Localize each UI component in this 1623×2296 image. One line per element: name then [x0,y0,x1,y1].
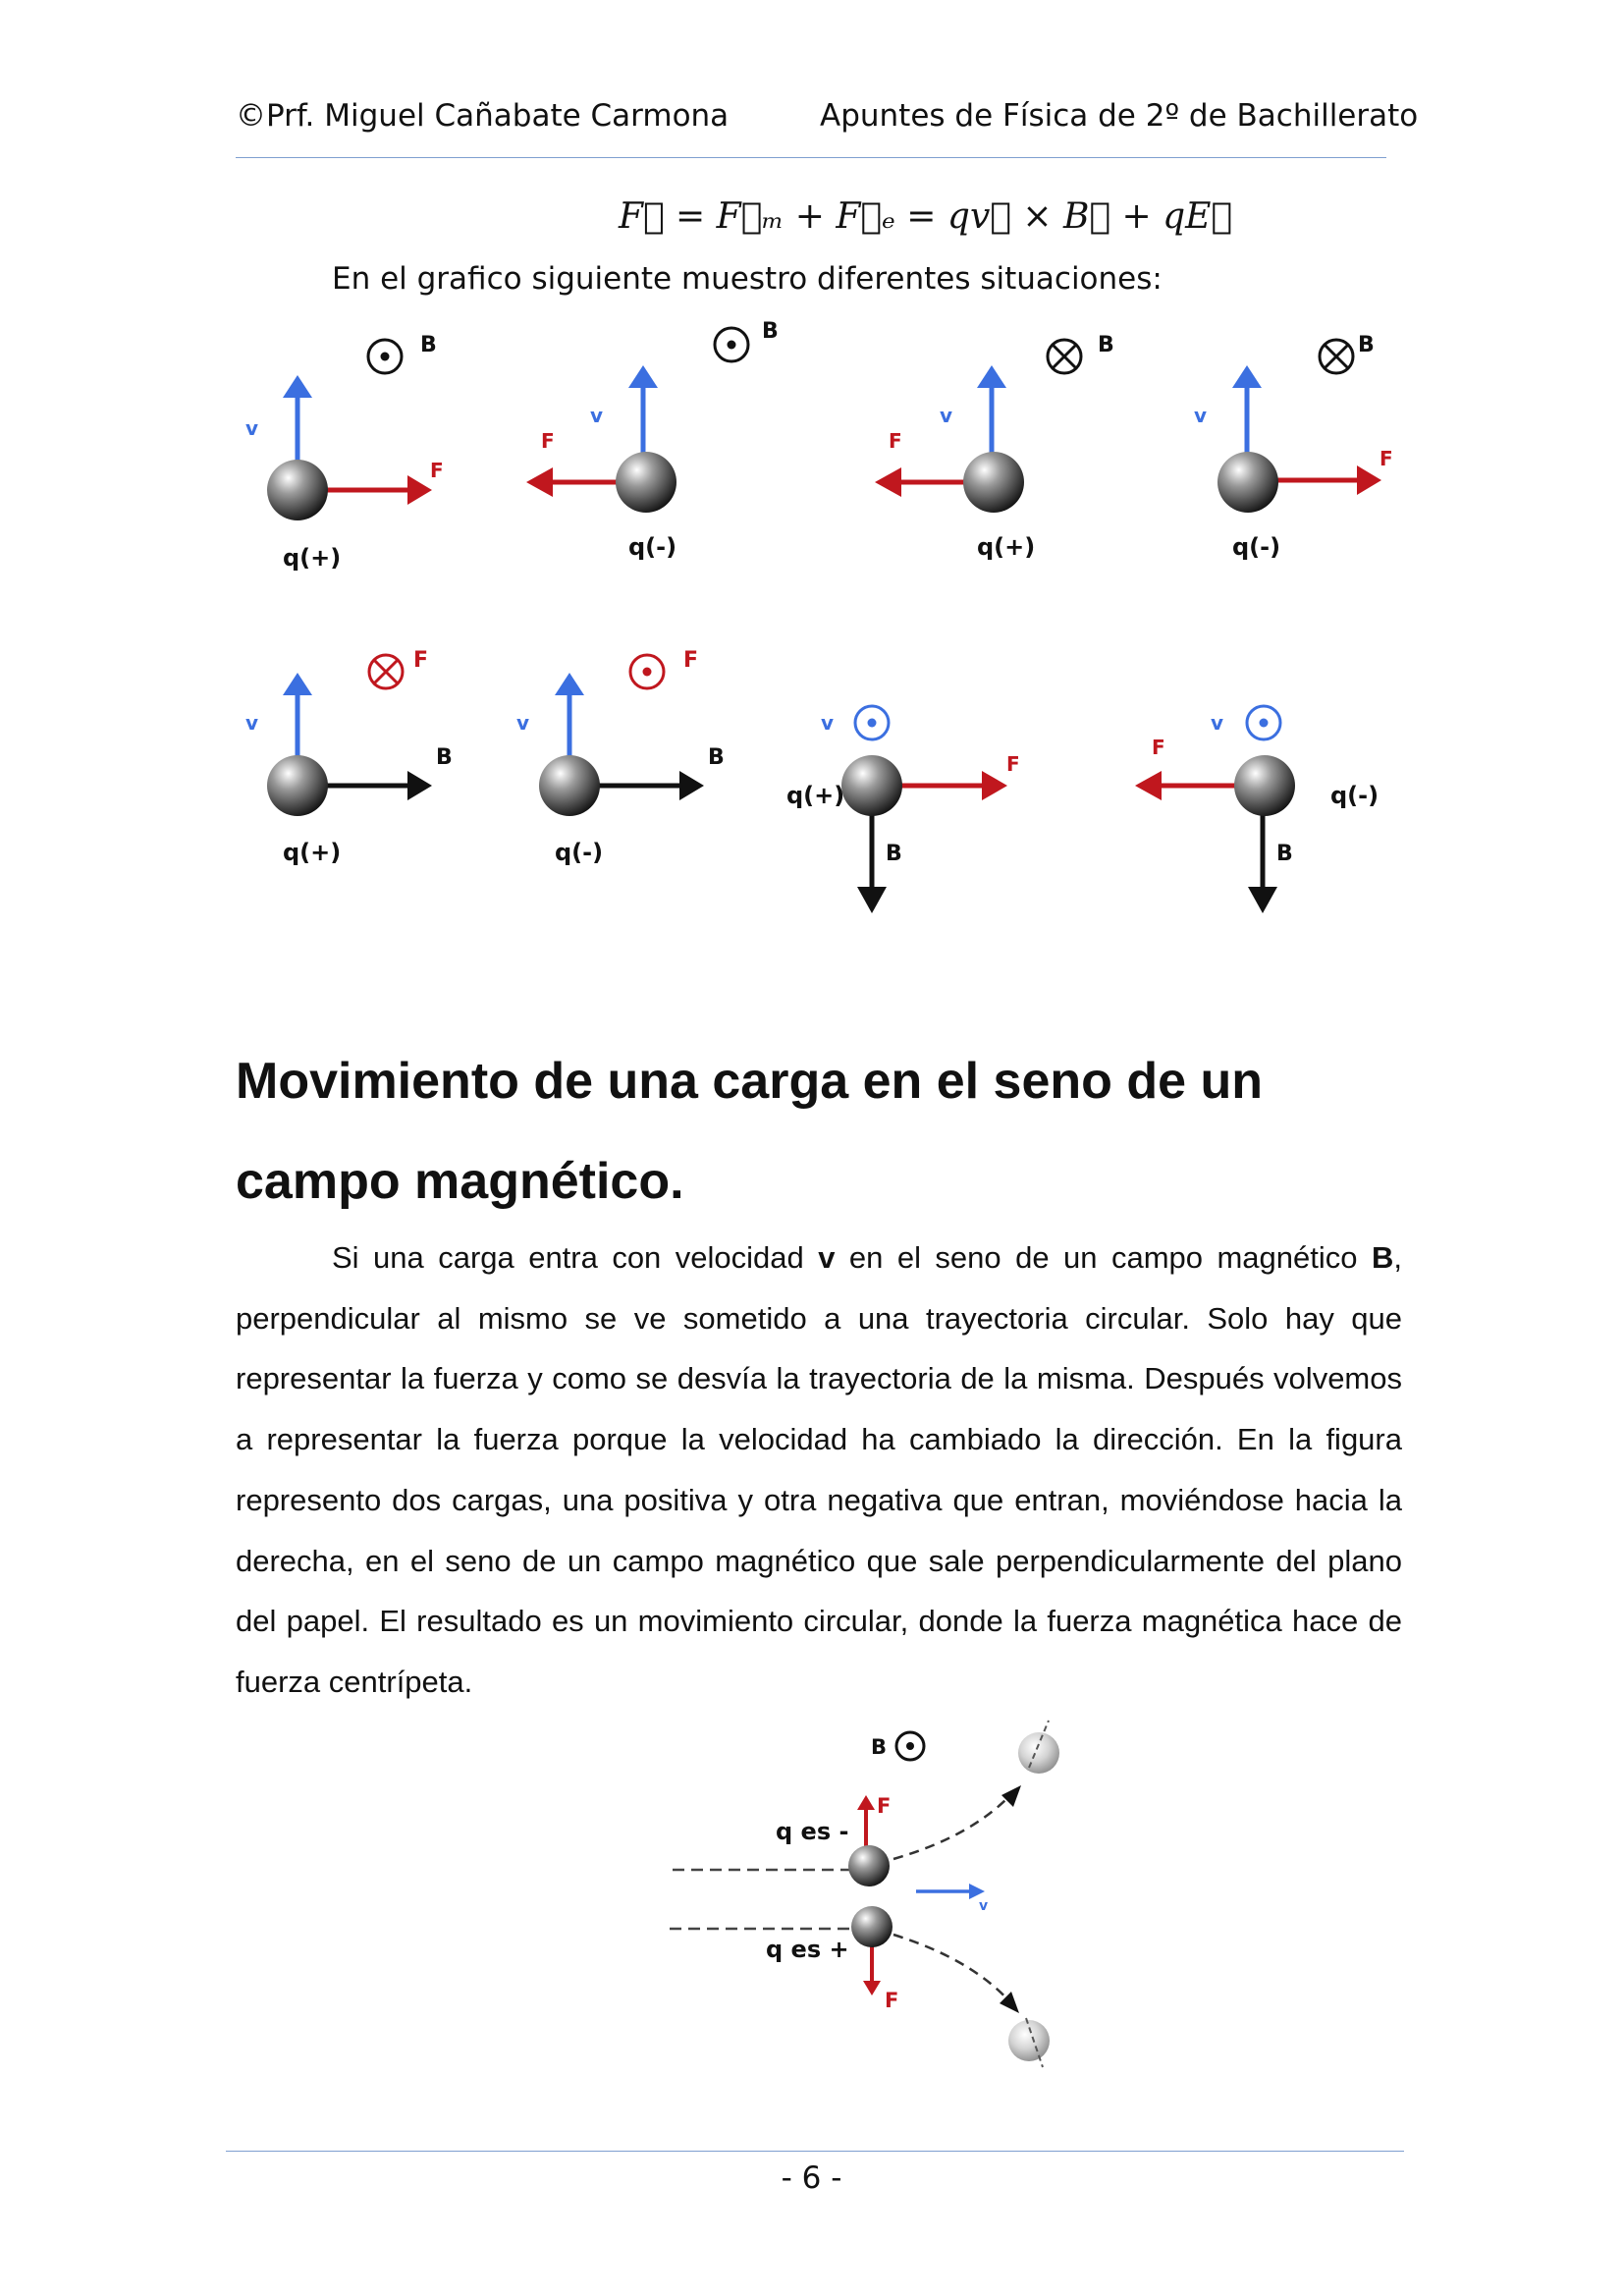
charge-label-positive: q es + [766,1936,849,1963]
trajectory-negative [893,1792,1013,1859]
field-label: B [1098,333,1114,357]
velocity-label: v [821,711,835,735]
section-heading: Movimiento de una carga en el seno de un campo magnético. [236,1053,1263,1210]
force-label: F [1006,752,1020,776]
velocity-label: v [1194,404,1208,427]
charge-label: q(-) [1330,782,1380,809]
velocity-label: v [245,416,259,440]
velocity-label: v [245,711,259,735]
diagram-7 [786,706,1020,913]
body-paragraph [236,1228,1402,1713]
header-author: ©Prf. Miguel Cañabate Carmona [236,98,730,134]
velocity-label: v [979,1898,989,1914]
force-label: F [683,648,699,673]
field-symbol: B [1371,1240,1394,1275]
charge-sphere [963,452,1024,513]
force-out-of-page-icon [630,655,664,688]
charge-label: q(+) [977,533,1036,561]
trajectory-positive [893,1935,1011,2003]
charge-label: q(-) [1232,533,1281,561]
charge-label: q(+) [283,544,342,572]
field-out-of-page-icon [368,340,402,373]
force-label: F [430,459,444,482]
paragraph-text: Si una carga entra con velocidad [332,1240,819,1275]
paragraph-text: , perpendicular al mismo se ve sometido a una trayectoria circular. Solo hay que representar la fuerza y como se desvía la trayectoria de la misma. Después volvemos a representar la fuerza porque la velocidad ha cambiado la dirección. En la figura represento dos cargas, una positiva y otra negativa que entran, moviéndose hacia la derecha, en el seno de un campo magnético que sale perpendicularmente del plano del papel. El resultado es un movimiento circular, donde la fuerza magnética hace de fuerza centrípeta. [236,1240,1402,1699]
force-label: F [885,1989,899,2012]
force-label: F [1380,447,1393,470]
force-label: F [413,648,429,673]
lorentz-formula: F⃗ = F⃗ₘ + F⃗ₑ = qv⃗ × B⃗ + qE⃗ [619,196,1232,237]
field-label: B [436,745,453,770]
charge-sphere-negative [848,1845,890,1886]
force-label: F [1152,736,1165,759]
field-label: B [420,333,437,357]
header-title: Apuntes de Física de 2º de Bachillerato [820,98,1419,134]
force-label: F [541,429,555,453]
force-situations-figure [0,304,1623,1011]
field-label: B [762,319,779,344]
charge-label: q(-) [628,533,677,561]
charge-sphere-exit-positive [1008,2020,1050,2061]
field-out-of-page-icon [896,1732,924,1760]
charge-label: q(+) [786,782,845,809]
header-rule [236,157,1386,158]
charge-sphere [267,755,328,816]
diagram-2 [526,319,779,561]
field-label: B [886,842,902,866]
field-into-page-icon [1320,340,1353,373]
field-label: B [1276,842,1293,866]
charge-sphere [841,755,902,816]
charge-sphere-positive [851,1906,893,1947]
force-into-page-icon [369,655,403,688]
footer-rule [226,2151,1404,2152]
velocity-arrowhead [283,375,312,398]
velocity-label: v [940,404,953,427]
diagram-5 [245,648,453,866]
field-into-page-icon [1048,340,1081,373]
velocity-label: v [590,404,604,427]
field-label: B [708,745,725,770]
charge-label-negative: q es - [776,1818,849,1845]
intro-text: En el grafico siguiente muestro diferentes situaciones: [332,261,1163,297]
velocity-out-of-page-icon [1247,706,1280,739]
velocity-out-of-page-icon [855,706,889,739]
velocity-label: v [516,711,530,735]
charge-sphere [267,460,328,520]
charge-label: q(+) [283,839,342,866]
charge-sphere [539,755,600,816]
field-out-of-page-icon [715,328,748,361]
charge-sphere-exit-negative [1018,1732,1059,1774]
page-header [236,98,1419,147]
diagram-1 [245,333,444,572]
force-label: F [877,1794,892,1818]
charge-sphere [1217,452,1278,513]
velocity-label: v [1211,711,1224,735]
diagram-6 [516,648,725,866]
diagram-4 [1194,333,1393,561]
velocity-symbol: v [818,1240,836,1275]
force-label: F [889,429,902,453]
field-label: B [871,1735,888,1759]
trajectory-figure [0,1704,1623,2077]
diagram-3 [875,333,1114,561]
field-label: B [1358,333,1375,357]
diagram-8 [1135,706,1379,913]
page-number: - 6 - [781,2160,842,2196]
charge-sphere [616,452,676,513]
charge-label: q(-) [555,839,604,866]
paragraph-text: en el seno de un campo magnético [835,1240,1372,1275]
charge-sphere [1234,755,1295,816]
